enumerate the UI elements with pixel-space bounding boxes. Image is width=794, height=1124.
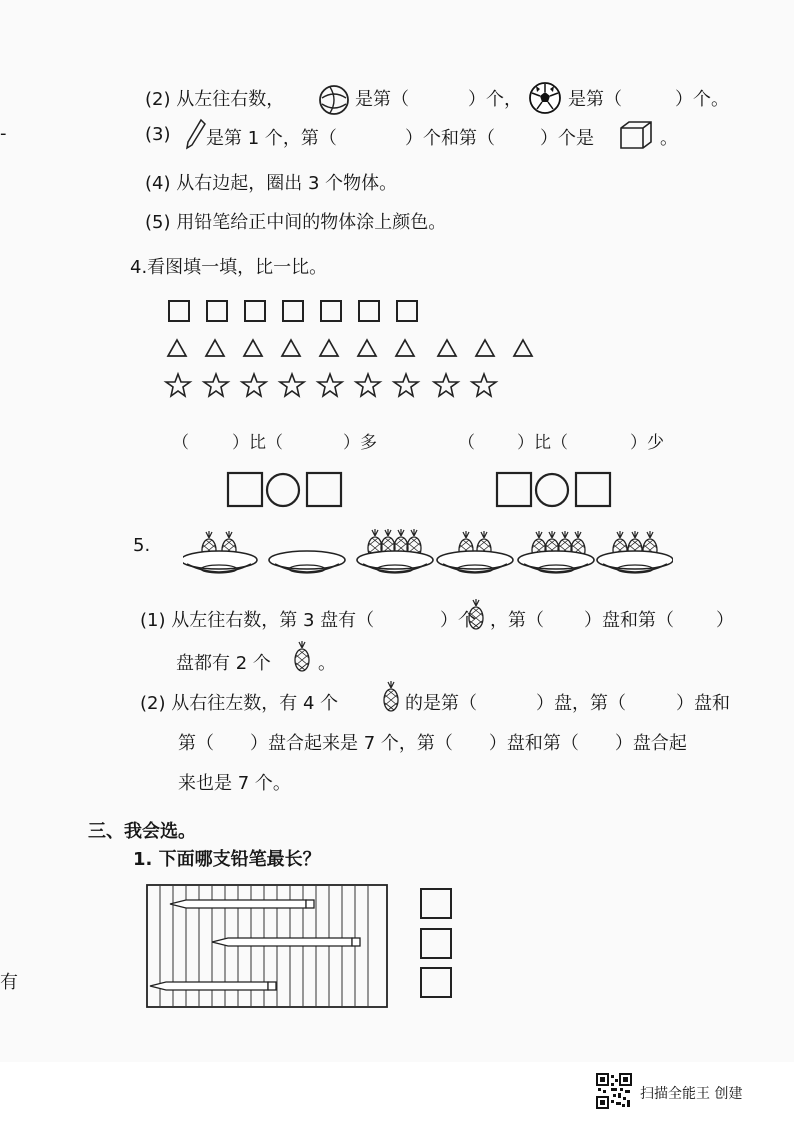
plate-3: [357, 529, 433, 573]
plate-2: [269, 551, 345, 573]
triangle-shape: [358, 340, 376, 356]
compare-more-c: ）多: [343, 433, 377, 453]
compare-more-b: ）比（: [232, 433, 283, 453]
q5-s1-e: ）: [716, 610, 734, 631]
q5-s1-c: ，第（: [490, 610, 544, 631]
triangle-shape: [396, 340, 414, 356]
square-shape: [283, 301, 303, 321]
sub2-text-e: ）个。: [675, 89, 729, 110]
q5-s2-b: 的是第（: [405, 693, 477, 714]
sub4-text: (4) 从右边起，圈出 3 个物体。: [145, 173, 398, 194]
q4-shape-rows: [160, 296, 560, 408]
sub3-text-d: ）个是: [540, 128, 594, 149]
square-shape: [207, 301, 227, 321]
compare-less-c: ）少: [630, 433, 664, 453]
q5-s1-line2-b: 。: [318, 653, 336, 674]
pencil-icon: [185, 118, 207, 150]
star-shape: [472, 374, 496, 396]
square-row: [169, 301, 417, 321]
pencil-comparison-figure: [146, 884, 388, 1008]
triangle-row: [168, 340, 532, 356]
q5-number: 5.: [133, 535, 151, 556]
triangle-shape: [320, 340, 338, 356]
square-shape: [169, 301, 189, 321]
answer-box-pencil-top[interactable]: [420, 888, 452, 919]
answer-box-pencil-middle[interactable]: [420, 928, 452, 959]
q5-s1-d: ）盘和第（: [584, 610, 674, 631]
triangle-shape: [168, 340, 186, 356]
pencil-top: [170, 900, 314, 908]
star-shape: [394, 374, 418, 396]
scanner-brand-text: 扫描全能王 创建: [640, 1086, 743, 1102]
star-shape: [356, 374, 380, 396]
square-shape: [245, 301, 265, 321]
answer-box: [228, 473, 262, 506]
triangle-shape: [476, 340, 494, 356]
compare-less-b: ）比（: [517, 433, 568, 453]
star-row: [166, 374, 496, 396]
answer-box-pencil-bottom[interactable]: [420, 967, 452, 998]
answer-box: [307, 473, 341, 506]
pineapple-icon: [291, 640, 313, 674]
square-shape: [359, 301, 379, 321]
sub2-text-c: ）个，: [468, 89, 522, 110]
sub2-text-b: 是第（: [355, 89, 409, 110]
pineapple-icon: [380, 680, 402, 714]
sub2-text-d: 是第（: [568, 89, 622, 110]
triangle-shape: [514, 340, 532, 356]
q5-s2-c: ）盘，第（: [536, 693, 626, 714]
star-shape: [280, 374, 304, 396]
q5-s1-line2-a: 盘都有 2 个: [176, 653, 271, 674]
sub3-text-a: (3): [145, 124, 171, 145]
answer-box: [497, 473, 531, 506]
triangle-shape: [282, 340, 300, 356]
compare-less-a: （: [458, 433, 475, 453]
triangle-shape: [206, 340, 224, 356]
square-shape: [397, 301, 417, 321]
star-shape: [318, 374, 342, 396]
q5-s2-d: ）盘和: [676, 693, 730, 714]
q5-s2-line3: 来也是 7 个。: [178, 773, 291, 794]
compare-circle: [536, 474, 568, 506]
plate-5: [518, 531, 594, 573]
soccer-ball-icon: [528, 81, 562, 115]
star-shape: [204, 374, 228, 396]
cube-icon: [618, 119, 654, 151]
answer-box: [576, 473, 610, 506]
plate-6: [597, 531, 673, 573]
plate-4: [437, 531, 513, 573]
q4-title: 4.看图填一填，比一比。: [130, 257, 328, 278]
q5-s1-a: (1) 从左往右数，第 3 盘有（: [140, 610, 375, 631]
sub3-text-e: 。: [660, 128, 678, 149]
section3-q1: 1. 下面哪支铅笔最长？: [133, 849, 321, 870]
compare-more-a: （: [172, 433, 189, 453]
pencil-middle: [212, 938, 360, 946]
cut-off-character: 有: [0, 972, 18, 993]
star-shape: [242, 374, 266, 396]
sub5-text: (5) 用铅笔给正中间的物体涂上颜色。: [145, 212, 447, 233]
pineapple-plates: [183, 522, 673, 582]
ball-icon: [318, 84, 350, 116]
triangle-shape: [244, 340, 262, 356]
square-shape: [321, 301, 341, 321]
q5-s1-b: ）个: [440, 610, 476, 631]
compare-circle: [267, 474, 299, 506]
star-shape: [166, 374, 190, 396]
pineapple-icon: [465, 598, 487, 632]
triangle-shape: [438, 340, 456, 356]
sub2-text-a: (2) 从左往右数，: [145, 89, 285, 110]
qr-code-icon: [596, 1073, 632, 1109]
answer-box-group-more: [225, 470, 349, 510]
q5-s2-a: (2) 从右往左数，有 4 个: [140, 693, 339, 714]
star-shape: [434, 374, 458, 396]
q5-s2-line2: 第（ ）盘合起来是 7 个，第（ ）盘和第（ ）盘合起: [178, 733, 687, 754]
sub3-text-c: ）个和第（: [405, 128, 495, 149]
pencil-bottom: [150, 982, 276, 990]
sub3-text-b: 是第 1 个，第（: [206, 128, 337, 149]
plate-1: [183, 531, 257, 573]
answer-box-group-less: [494, 470, 618, 510]
margin-mark: -: [0, 123, 7, 144]
section3-heading: 三、我会选。: [88, 821, 196, 842]
